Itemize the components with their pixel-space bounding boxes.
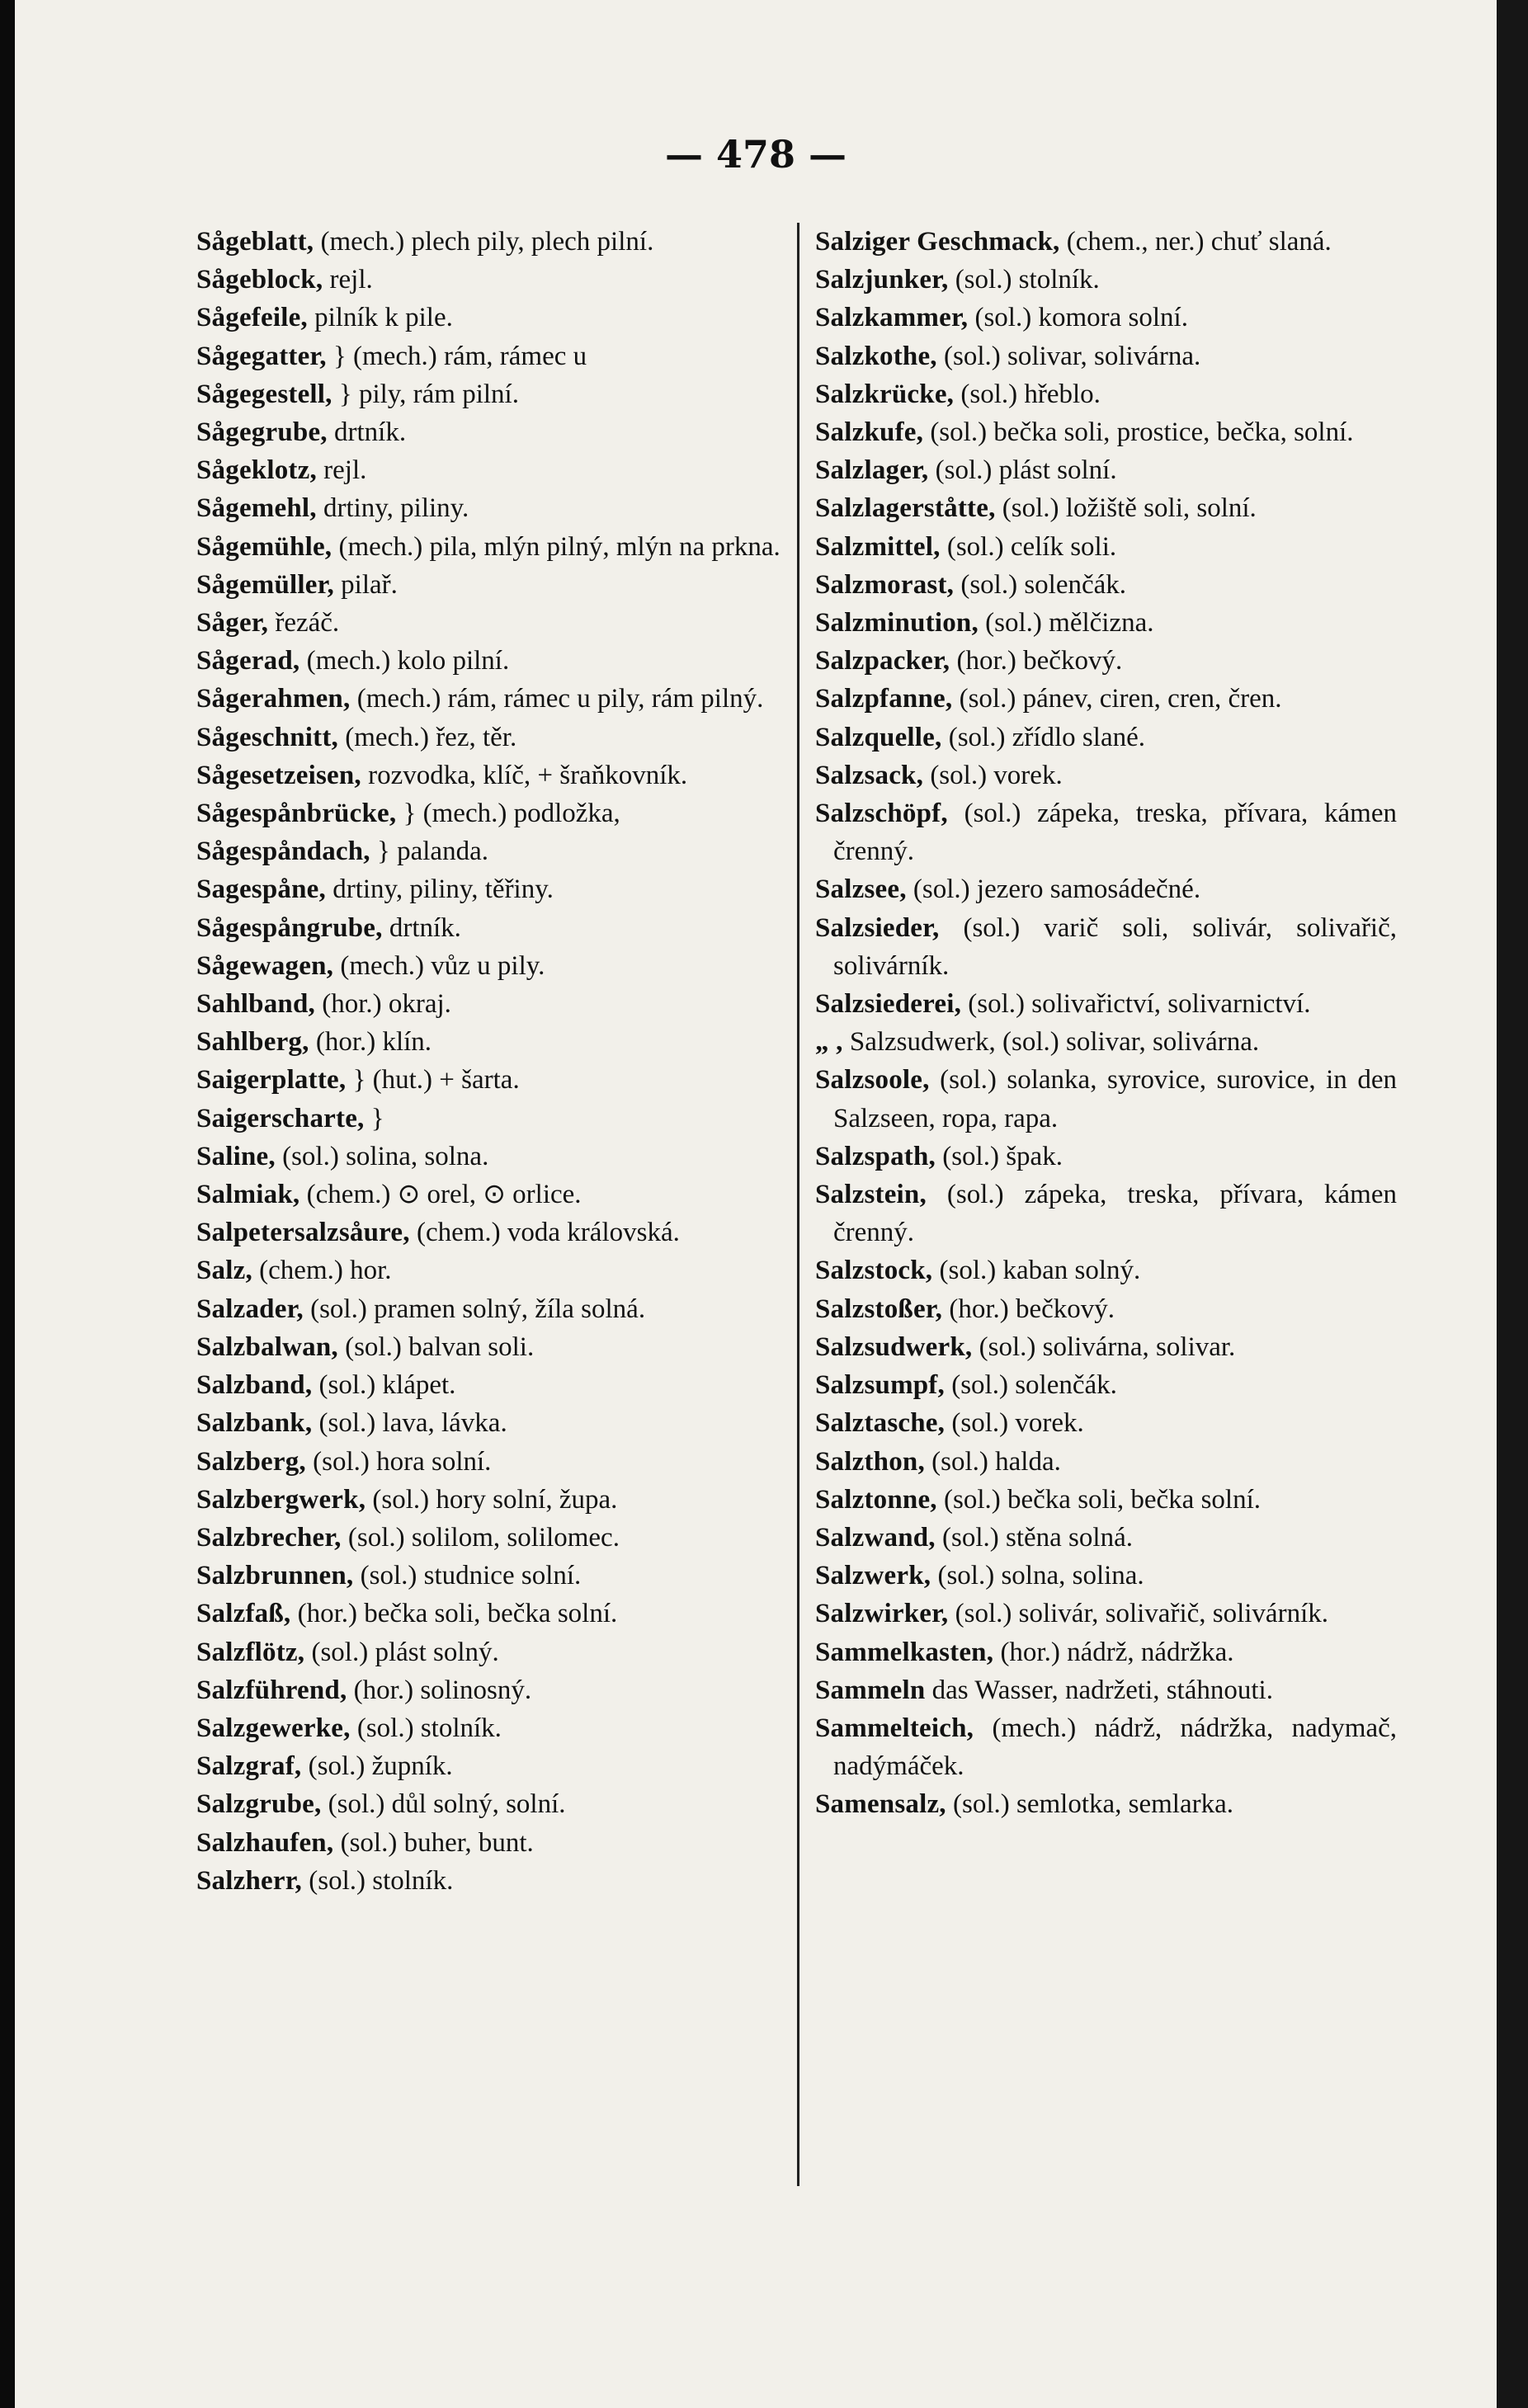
entry-definition: (chem., ner.) chuť slaná. (1059, 227, 1332, 257)
entry-definition: (mech.) vůz u pily. (333, 950, 545, 981)
entry-headword: Salzlager, (815, 455, 929, 486)
entry-definition: (hor.) solinosný. (347, 1675, 532, 1705)
dictionary-entry (815, 1633, 1397, 1671)
entry-definition: (sol.) halda. (924, 1446, 1061, 1477)
dictionary-entry (815, 1328, 1397, 1366)
entry-definition: (sol.) zápeka, treska, přívara, kámen črenný. (833, 1180, 1397, 1248)
dictionary-entry (815, 756, 1397, 794)
entry-headword: Salzführend, (196, 1675, 347, 1705)
dictionary-entry (815, 413, 1397, 451)
entry-headword: Sågeklotz, (196, 455, 317, 486)
entry-definition: (mech.) kolo pilní. (299, 646, 510, 676)
entry-headword: Sågespånbrücke, (196, 799, 397, 829)
entry-headword: Salzgrube, (196, 1789, 322, 1820)
entry-headword: Salzpfanne, (815, 684, 953, 714)
dictionary-entry (196, 1862, 790, 1900)
entry-definition: (sol.) hory solní, župa. (365, 1484, 618, 1515)
right-column (815, 223, 1397, 1824)
entry-definition: (hor.) bečkový. (950, 646, 1123, 676)
dictionary-entry (196, 261, 790, 299)
dictionary-entry (815, 985, 1397, 1023)
entry-definition: } palanda. (370, 836, 488, 867)
entry-headword: Salzbergwerk, (196, 1484, 366, 1515)
entry-headword: Sågespångrube, (196, 912, 383, 943)
dictionary-entry (815, 1557, 1397, 1595)
entry-headword: Salzbalwan, (196, 1331, 338, 1362)
dictionary-entry (196, 528, 790, 566)
dictionary-entry (196, 1595, 790, 1633)
entry-definition: (sol.) solna, solina. (931, 1561, 1144, 1591)
left-column (196, 223, 790, 1900)
entry-headword: Sågegestell, (196, 379, 332, 409)
entry-headword: Sågerahmen, (196, 684, 351, 714)
dictionary-entry (815, 1138, 1397, 1176)
dictionary-entry (196, 680, 790, 718)
entry-definition: (mech.) nádrž, nádržka, nadymač, nadýmáček. (833, 1713, 1397, 1782)
dictionary-entry (196, 1824, 790, 1862)
entry-headword: Salzkammer, (815, 303, 969, 333)
entry-headword: Salzstein, (815, 1180, 927, 1210)
entry-definition: (sol.) stolník. (350, 1713, 502, 1743)
entry-definition: (sol.) mělčizna. (978, 608, 1154, 639)
dictionary-entry (815, 604, 1397, 642)
entry-definition: (sol.) buher, bunt. (333, 1827, 534, 1858)
entry-headword: Salzbrecher, (196, 1522, 342, 1553)
entry-headword: Sammeln (815, 1675, 926, 1705)
dictionary-entry (815, 1023, 1397, 1061)
entry-definition: (sol.) solanka, syrovice, surovice, in den Salzseen, ropa, rapa. (833, 1065, 1397, 1133)
entry-headword: Sammelkasten, (815, 1637, 994, 1667)
entry-definition: (sol.) solenčák. (944, 1370, 1117, 1401)
entry-definition: (chem.) voda královská. (409, 1218, 680, 1248)
entry-headword: Salzlagerståtte, (815, 493, 996, 524)
entry-definition: (sol.) stěna solná. (935, 1522, 1133, 1553)
dictionary-entry (815, 261, 1397, 299)
entry-definition: (sol.) zápeka, treska, přívara, kámen črenný. (833, 799, 1397, 867)
entry-headword: Salzsoole, (815, 1065, 930, 1096)
entry-headword: Salzmorast, (815, 569, 955, 600)
entry-headword: Salzherr, (196, 1865, 302, 1896)
dictionary-entry (196, 375, 790, 413)
dictionary-entry (815, 528, 1397, 566)
entry-definition: (sol.) pánev, ciren, cren, čren. (952, 684, 1282, 714)
entry-definition: (sol.) semlotka, semlarka. (946, 1789, 1233, 1820)
entry-headword: Salzfaß, (196, 1599, 291, 1629)
entry-definition: drtiny, piliny. (316, 493, 469, 524)
entry-definition: (sol.) zřídlo slané. (941, 722, 1145, 752)
dictionary-entry (196, 1481, 790, 1519)
entry-headword: Sågeblatt, (196, 227, 314, 257)
entry-definition: drtník. (327, 417, 407, 448)
dictionary-entry (196, 1633, 790, 1671)
entry-headword: Salzkufe, (815, 417, 924, 448)
entry-definition: drtiny, piliny, těřiny. (325, 874, 554, 905)
entry-definition: (chem.) ⊙ orel, ⊙ orlice. (299, 1180, 582, 1210)
entry-headword: Saigerscharte, (196, 1103, 365, 1133)
entry-headword: Salzjunker, (815, 265, 949, 295)
entry-definition: (sol.) solivár, solivařič, solivárník. (948, 1599, 1328, 1629)
entry-headword: Salzsee, (815, 874, 907, 905)
entry-headword: Sågesetzeisen, (196, 760, 361, 790)
entry-definition: (sol.) komora solní. (968, 303, 1188, 333)
entry-headword: Salzflötz, (196, 1637, 305, 1667)
dictionary-entry (196, 1557, 790, 1595)
entry-headword: Salzkrücke, (815, 379, 955, 409)
dictionary-entry (196, 642, 790, 680)
dictionary-entry (196, 1251, 790, 1289)
dictionary-entry (815, 1404, 1397, 1442)
dictionary-entry (196, 794, 790, 832)
dictionary-entry (815, 1366, 1397, 1404)
entry-definition: (sol.) varič soli, solivár, solivařič, solivárník. (833, 912, 1397, 981)
entry-headword: Salzstock, (815, 1256, 933, 1286)
entry-headword: Salztonne, (815, 1484, 937, 1515)
dictionary-entry (815, 1290, 1397, 1328)
entry-definition: (hor.) klín. (309, 1027, 432, 1058)
dictionary-entry (196, 1023, 790, 1061)
entry-headword: Salzwerk, (815, 1561, 931, 1591)
entry-definition: (sol.) pramen solný, žíla solná. (303, 1294, 646, 1324)
entry-headword: Salziger Geschmack, (815, 227, 1060, 257)
dictionary-entry (196, 870, 790, 908)
entry-definition: (mech.) plech pily, plech pilní. (314, 227, 654, 257)
entry-headword: Sågeblock, (196, 265, 323, 295)
dictionary-entry (196, 223, 790, 261)
entry-definition: } (hut.) + šarta. (346, 1065, 520, 1096)
entry-definition: (sol.) důl solný, solní. (321, 1789, 566, 1820)
entry-headword: Salzsieder, (815, 912, 940, 943)
dictionary-entry (196, 337, 790, 375)
entry-headword: Sågewagen, (196, 950, 334, 981)
page-number: — 478 — (664, 132, 847, 177)
dictionary-entry (196, 909, 790, 947)
dictionary-entry (815, 223, 1397, 261)
entry-headword: Salzbank, (196, 1408, 313, 1439)
entry-definition: (sol.) špak. (935, 1141, 1063, 1171)
dictionary-entry (196, 489, 790, 527)
entry-headword: Salzpacker, (815, 646, 950, 676)
dictionary-entry (196, 985, 790, 1023)
entry-headword: Salzkothe, (815, 341, 937, 371)
dictionary-entry (815, 337, 1397, 375)
entry-headword: Salzader, (196, 1294, 304, 1324)
dictionary-entry (815, 566, 1397, 604)
dictionary-entry (196, 947, 790, 985)
entry-definition: das Wasser, nadržeti, stáhnouti. (925, 1675, 1273, 1705)
entry-headword: Salzquelle, (815, 722, 942, 752)
dictionary-entry (815, 680, 1397, 718)
dictionary-entry (196, 1671, 790, 1709)
entry-definition: (mech.) rám, rámec u pily, rám pilný. (350, 684, 764, 714)
entry-headword: Sågegatter, (196, 341, 327, 371)
dictionary-entry (196, 451, 790, 489)
entry-definition: } (364, 1103, 384, 1133)
entry-headword: Sågemüller, (196, 569, 334, 600)
dictionary-entry (815, 1443, 1397, 1481)
entry-definition: rozvodka, klíč, + šraňkovník. (361, 760, 688, 790)
entry-headword: Salzsiederei, (815, 989, 962, 1020)
entry-headword: Sahlband, (196, 989, 315, 1020)
entry-definition: pilník k pile. (307, 303, 453, 333)
entry-definition: (sol.) solivar, solivárna. (936, 341, 1201, 371)
entry-headword: Salzsudwerk, (815, 1331, 973, 1362)
dictionary-entry (815, 451, 1397, 489)
entry-headword: Salzwirker, (815, 1599, 949, 1629)
dictionary-page (15, 0, 1497, 2408)
entry-definition: (sol.) plást solní. (928, 455, 1117, 486)
entry-headword: Salzminution, (815, 608, 979, 639)
entry-definition: (sol.) jezero samosádečné. (906, 874, 1201, 905)
entry-definition: (sol.) bečka soli, bečka solní. (936, 1484, 1261, 1515)
entry-definition: (hor.) okraj. (314, 989, 451, 1020)
entry-headword: Samensalz, (815, 1789, 946, 1820)
entry-headword: Salztasche, (815, 1408, 946, 1439)
dictionary-entry (196, 413, 790, 451)
entry-definition: (sol.) hora solní. (305, 1446, 492, 1477)
entry-definition: Salzsudwerk, (sol.) solivar, solivárna. (842, 1027, 1260, 1058)
entry-definition: (sol.) plást solný. (304, 1637, 499, 1667)
entry-definition: (sol.) stolník. (301, 1865, 454, 1896)
entry-definition: (sol.) kaban solný. (932, 1256, 1141, 1286)
entry-definition: (sol.) župník. (301, 1751, 453, 1782)
entry-headword: Sagespåne, (196, 874, 326, 905)
entry-headword: Saline, (196, 1141, 276, 1171)
entry-definition: (sol.) celík soli. (940, 531, 1117, 562)
entry-headword: Salz, (196, 1256, 252, 1286)
dictionary-entry (196, 1328, 790, 1366)
entry-definition: (sol.) hřeblo. (954, 379, 1101, 409)
entry-headword: Salzsumpf, (815, 1370, 945, 1401)
dictionary-entry (196, 1404, 790, 1442)
dictionary-entry (196, 1176, 790, 1213)
entry-headword: Salzbrunnen, (196, 1561, 354, 1591)
entry-headword: Sågeschnitt, (196, 722, 338, 752)
entry-headword: Sågemühle, (196, 531, 332, 562)
entry-headword: „ , (815, 1027, 843, 1058)
dictionary-entry (196, 1519, 790, 1557)
dictionary-entry (815, 909, 1397, 985)
entry-headword: Sågefeile, (196, 303, 308, 333)
entry-definition: (sol.) solivařictví, solivarnictví. (961, 989, 1311, 1020)
entry-headword: Salpetersalzsåure, (196, 1218, 410, 1248)
dictionary-entry (196, 719, 790, 756)
column-divider (797, 223, 799, 2186)
entry-definition: } (mech.) podložka, (396, 799, 620, 829)
entry-definition: (sol.) solilom, solilomec. (341, 1522, 620, 1553)
dictionary-entry (196, 832, 790, 870)
dictionary-entry (815, 1519, 1397, 1557)
entry-definition: (sol.) solenčák. (954, 569, 1127, 600)
entry-headword: Salzband, (196, 1370, 313, 1401)
entry-definition: (sol.) stolník. (948, 265, 1100, 295)
entry-definition: (sol.) solina, solna. (275, 1141, 489, 1171)
entry-headword: Salzmittel, (815, 531, 941, 562)
entry-headword: Sågespåndach, (196, 836, 370, 867)
dictionary-entry (815, 1251, 1397, 1289)
entry-definition: (sol.) ložiště soli, solní. (995, 493, 1257, 524)
page-edge-shadow (1497, 0, 1528, 2408)
dictionary-entry (196, 1100, 790, 1138)
dictionary-entry (815, 1595, 1397, 1633)
entry-definition: (sol.) solivárna, solivar. (972, 1331, 1236, 1362)
dictionary-entry (815, 870, 1397, 908)
entry-headword: Salzschöpf, (815, 799, 948, 829)
entry-definition: (sol.) vorek. (945, 1408, 1084, 1439)
entry-headword: Såger, (196, 608, 269, 639)
entry-headword: Sahlberg, (196, 1027, 309, 1058)
entry-definition: (sol.) lava, lávka. (312, 1408, 507, 1439)
entry-headword: Sammelteich, (815, 1713, 974, 1743)
dictionary-entry (196, 604, 790, 642)
entry-headword: Sågerad, (196, 646, 300, 676)
entry-definition: (sol.) bečka soli, prostice, bečka, solní. (923, 417, 1354, 448)
entry-headword: Salzgewerke, (196, 1713, 351, 1743)
dictionary-entry (815, 642, 1397, 680)
entry-headword: Salzwand, (815, 1522, 936, 1553)
dictionary-entry (815, 1671, 1397, 1709)
entry-definition: (chem.) hor. (252, 1256, 392, 1286)
entry-definition: pilař. (333, 569, 398, 600)
entry-headword: Sågegrube, (196, 417, 328, 448)
dictionary-entry (196, 1366, 790, 1404)
entry-definition: řezáč. (268, 608, 340, 639)
dictionary-entry (196, 1709, 790, 1747)
dictionary-entry (196, 566, 790, 604)
entry-headword: Salzberg, (196, 1446, 306, 1477)
entry-definition: (mech.) pila, mlýn pilný, mlýn na prkna. (332, 531, 781, 562)
dictionary-entry (196, 1443, 790, 1481)
entry-headword: Salzspath, (815, 1141, 936, 1171)
dictionary-entry (196, 1061, 790, 1099)
entry-headword: Saigerplatte, (196, 1065, 347, 1096)
entry-headword: Salzthon, (815, 1446, 925, 1477)
entry-definition: (sol.) balvan soli. (337, 1331, 535, 1362)
entry-definition: (hor.) bečka soli, bečka solní. (290, 1599, 618, 1629)
entry-definition: } pily, rám pilní. (332, 379, 519, 409)
entry-headword: Salzstoßer, (815, 1294, 943, 1324)
entry-headword: Sågemehl, (196, 493, 317, 524)
entry-headword: Salzhaufen, (196, 1827, 334, 1858)
entry-definition: (sol.) studnice solní. (353, 1561, 582, 1591)
dictionary-entry (196, 1785, 790, 1823)
dictionary-entry (815, 719, 1397, 756)
entry-definition: drtník. (382, 912, 461, 943)
dictionary-entry (815, 794, 1397, 870)
entry-headword: Salmiak, (196, 1180, 300, 1210)
entry-definition: (sol.) klápet. (312, 1370, 456, 1401)
dictionary-entry (196, 1213, 790, 1251)
dictionary-entry (196, 1747, 790, 1785)
entry-headword: Salzsack, (815, 760, 924, 790)
dictionary-entry (815, 1176, 1397, 1251)
dictionary-entry (196, 299, 790, 337)
entry-headword: Salzgraf, (196, 1751, 302, 1782)
dictionary-entry (196, 756, 790, 794)
entry-definition: (hor.) nádrž, nádržka. (993, 1637, 1234, 1667)
dictionary-entry (815, 1785, 1397, 1823)
dictionary-entry (815, 375, 1397, 413)
entry-definition: (sol.) vorek. (923, 760, 1063, 790)
dictionary-entry (815, 1481, 1397, 1519)
entry-definition: } (mech.) rám, rámec u (326, 341, 587, 371)
dictionary-entry (815, 1061, 1397, 1137)
dictionary-entry (196, 1290, 790, 1328)
entry-definition: (hor.) bečkový. (942, 1294, 1115, 1324)
entry-definition: rejl. (323, 265, 373, 295)
dictionary-entry (815, 1709, 1397, 1785)
dictionary-entry (815, 299, 1397, 337)
dictionary-entry (815, 489, 1397, 527)
entry-definition: (mech.) řez, těr. (338, 722, 517, 752)
dictionary-entry (196, 1138, 790, 1176)
entry-definition: rejl. (316, 455, 367, 486)
